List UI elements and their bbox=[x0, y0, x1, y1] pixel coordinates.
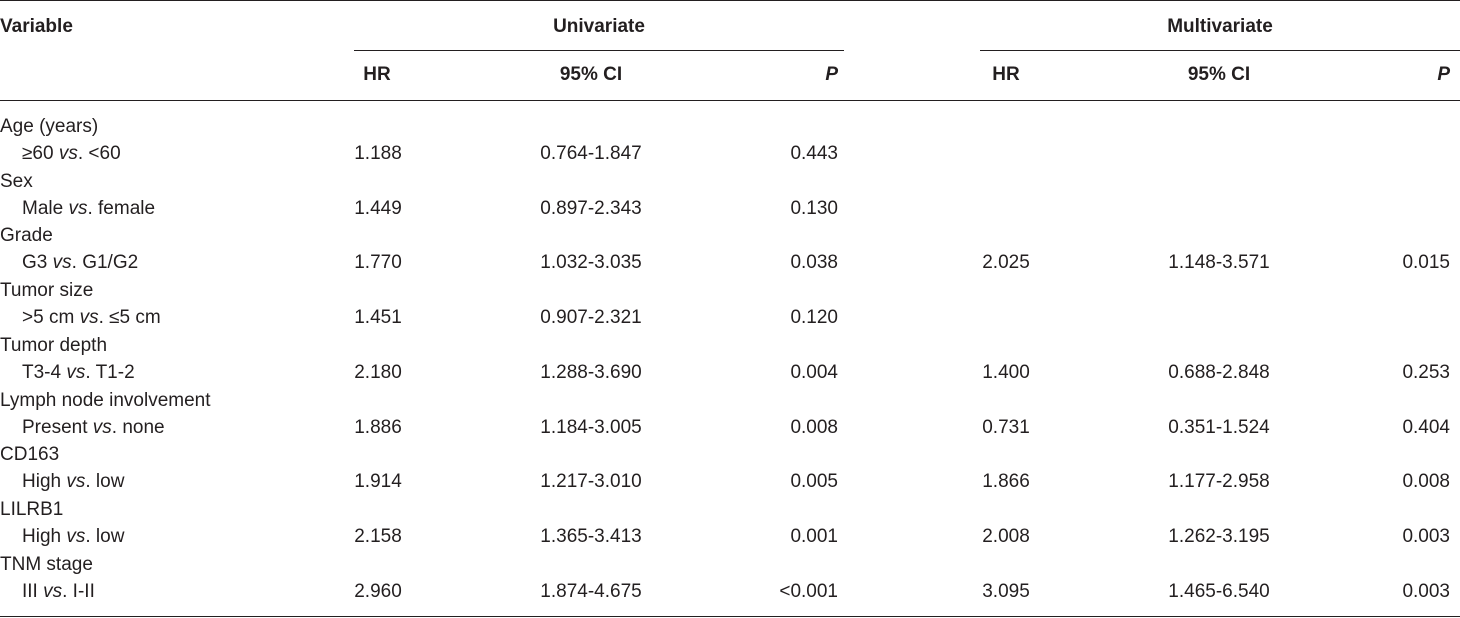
comparison-right: . ≤5 cm bbox=[98, 307, 161, 328]
variable-label: Age (years) bbox=[0, 116, 99, 137]
comparison-left: >5 cm bbox=[22, 307, 75, 328]
comparison-left: T3-4 bbox=[22, 362, 62, 383]
uni-hr-cell: 2.158 bbox=[354, 526, 402, 547]
comparison-left: High bbox=[22, 471, 62, 492]
comparison-label bbox=[22, 198, 155, 220]
header-uni-p: P bbox=[825, 64, 838, 85]
comparison-left: High bbox=[22, 526, 62, 547]
uni-ci-cell: 0.897-2.343 bbox=[540, 198, 642, 219]
uni-hr-cell: 1.188 bbox=[354, 143, 402, 164]
uni-hr-cell: 1.449 bbox=[354, 198, 402, 219]
vs-text: vs bbox=[79, 307, 99, 328]
comparison-label bbox=[22, 526, 124, 548]
multi-hr-cell: 3.095 bbox=[982, 581, 1030, 602]
uni-p-cell: 0.038 bbox=[790, 252, 838, 273]
vs-text: vs bbox=[66, 526, 86, 547]
multi-hr-cell: 0.731 bbox=[982, 417, 1030, 438]
uni-p-cell: 0.443 bbox=[790, 143, 838, 164]
multi-p-cell: 0.404 bbox=[1402, 417, 1450, 438]
variable-label: TNM stage bbox=[0, 554, 93, 575]
uni-p-cell: 0.004 bbox=[790, 362, 838, 383]
uni-ci-cell: 1.032-3.035 bbox=[540, 252, 642, 273]
uni-hr-cell: 1.770 bbox=[354, 252, 402, 273]
header-uni-hr: HR bbox=[363, 64, 391, 85]
multi-p-cell: 0.008 bbox=[1402, 471, 1450, 492]
table-top-rule bbox=[0, 0, 1460, 1]
uni-ci-cell: 1.184-3.005 bbox=[540, 417, 642, 438]
header-variable: Variable bbox=[0, 16, 73, 37]
table-header-rule bbox=[0, 100, 1460, 101]
uni-hr-cell: 1.886 bbox=[354, 417, 402, 438]
comparison-left: Present bbox=[22, 417, 88, 438]
uni-p-cell: 0.120 bbox=[790, 307, 838, 328]
variable-label: Tumor size bbox=[0, 280, 94, 301]
uni-ci-cell: 1.365-3.413 bbox=[540, 526, 642, 547]
multi-ci-cell: 0.351-1.524 bbox=[1168, 417, 1270, 438]
uni-ci-cell: 1.874-4.675 bbox=[540, 581, 642, 602]
multi-ci-cell: 1.262-3.195 bbox=[1168, 526, 1270, 547]
uni-hr-cell: 1.451 bbox=[354, 307, 402, 328]
comparison-right: . low bbox=[85, 471, 125, 492]
uni-hr-cell: 2.180 bbox=[354, 362, 402, 383]
multi-p-cell: 0.003 bbox=[1402, 526, 1450, 547]
multi-ci-cell: 1.465-6.540 bbox=[1168, 581, 1270, 602]
comparison-label bbox=[22, 143, 121, 165]
comparison-right: . I-II bbox=[62, 581, 95, 602]
table-bottom-rule bbox=[0, 616, 1460, 617]
comparison-right: . <60 bbox=[77, 143, 121, 164]
uni-p-cell: 0.001 bbox=[790, 526, 838, 547]
multi-p-cell: 0.003 bbox=[1402, 581, 1450, 602]
header-uni-ci: 95% CI bbox=[559, 64, 623, 85]
comparison-label bbox=[22, 417, 165, 439]
comparison-label bbox=[22, 252, 138, 274]
uni-ci-cell: 0.907-2.321 bbox=[540, 307, 642, 328]
vs-text: vs bbox=[92, 417, 112, 438]
comparison-right: . none bbox=[111, 417, 165, 438]
uni-hr-cell: 2.960 bbox=[354, 581, 402, 602]
comparison-left: III bbox=[22, 581, 38, 602]
comparison-right: . G1/G2 bbox=[71, 252, 139, 273]
vs-text: vs bbox=[58, 143, 78, 164]
uni-p-cell: 0.008 bbox=[790, 417, 838, 438]
multi-p-cell: 0.253 bbox=[1402, 362, 1450, 383]
header-multi-ci: 95% CI bbox=[1187, 64, 1251, 85]
variable-label: Tumor depth bbox=[0, 335, 108, 356]
comparison-label bbox=[22, 581, 95, 603]
multi-hr-cell: 2.025 bbox=[982, 252, 1030, 273]
uni-hr-cell: 1.914 bbox=[354, 471, 402, 492]
comparison-right: . T1-2 bbox=[85, 362, 135, 383]
header-multi-hr: HR bbox=[992, 64, 1020, 85]
comparison-left: ≥60 bbox=[22, 143, 54, 164]
comparison-right: . female bbox=[87, 198, 156, 219]
multi-p-cell: 0.015 bbox=[1402, 252, 1450, 273]
vs-text: vs bbox=[66, 471, 86, 492]
vs-text: vs bbox=[52, 252, 72, 273]
multi-hr-cell: 2.008 bbox=[982, 526, 1030, 547]
comparison-label bbox=[22, 471, 124, 493]
univariate-group-rule bbox=[354, 50, 844, 51]
variable-label: CD163 bbox=[0, 444, 60, 465]
uni-ci-cell: 1.217-3.010 bbox=[540, 471, 642, 492]
uni-p-cell: <0.001 bbox=[779, 581, 838, 602]
comparison-left: Male bbox=[22, 198, 64, 219]
vs-text: vs bbox=[66, 362, 86, 383]
multi-hr-cell: 1.866 bbox=[982, 471, 1030, 492]
comparison-right: . low bbox=[85, 526, 125, 547]
variable-label: Sex bbox=[0, 171, 33, 192]
header-multi-p: P bbox=[1437, 64, 1450, 85]
multi-ci-cell: 1.148-3.571 bbox=[1168, 252, 1270, 273]
variable-label: LILRB1 bbox=[0, 499, 64, 520]
comparison-label bbox=[22, 362, 135, 384]
variable-label: Lymph node involvement bbox=[0, 390, 211, 411]
uni-ci-cell: 0.764-1.847 bbox=[540, 143, 642, 164]
header-multivariate: Multivariate bbox=[1167, 16, 1273, 37]
comparison-label bbox=[22, 307, 161, 329]
multi-hr-cell: 1.400 bbox=[982, 362, 1030, 383]
vs-text: vs bbox=[43, 581, 63, 602]
uni-p-cell: 0.005 bbox=[790, 471, 838, 492]
header-univariate: Univariate bbox=[553, 16, 645, 37]
uni-p-cell: 0.130 bbox=[790, 198, 838, 219]
comparison-left: G3 bbox=[22, 252, 48, 273]
vs-text: vs bbox=[68, 198, 88, 219]
variable-label: Grade bbox=[0, 225, 53, 246]
uni-ci-cell: 1.288-3.690 bbox=[540, 362, 642, 383]
multivariate-group-rule bbox=[980, 50, 1460, 51]
multi-ci-cell: 1.177-2.958 bbox=[1168, 471, 1270, 492]
multi-ci-cell: 0.688-2.848 bbox=[1168, 362, 1270, 383]
